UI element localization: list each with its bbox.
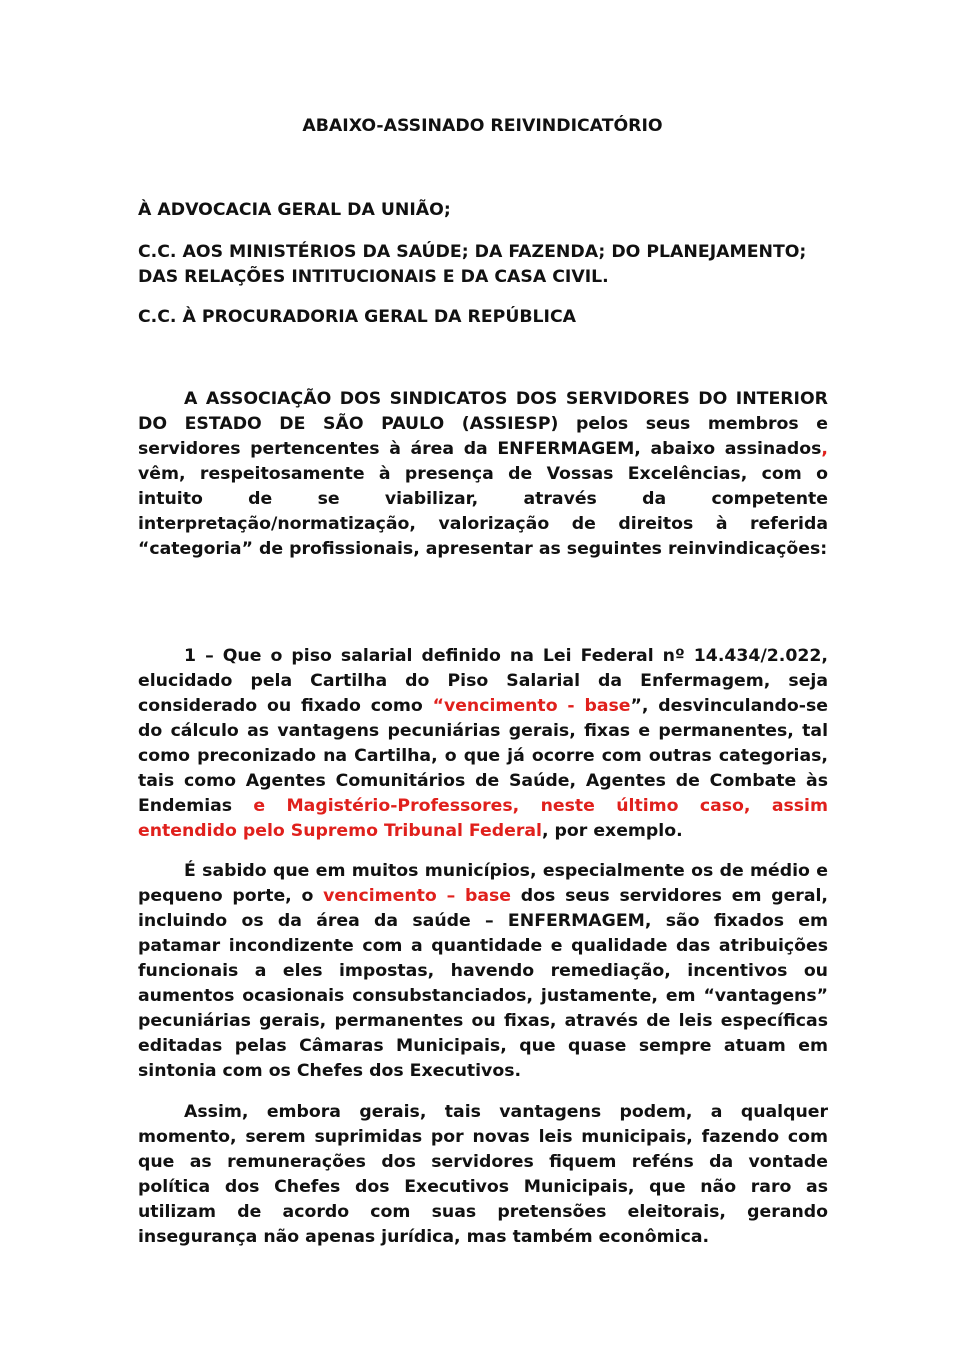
item-1-text-2: ”, desvinculando-se do cálculo as vantagens pecuniárias gerais, fixas e permanentes, tal como preconizado na Cartilha, o que já ocorre com outras categorias, tais como Agentes Comunitários de Saúde, Agentes de Combate às Endemias	[138, 696, 828, 816]
intro-text-1: A ASSOCIAÇÃO DOS SINDICATOS DOS SERVIDORES DO INTERIOR DO ESTADO DE SÃO PAULO (ASSIESP) pelos seus membros e servidores pertencentes à área da ENFERMAGEM, abaixo assinados	[138, 389, 828, 459]
paragraph-municipios-highlight: vencimento – base	[323, 886, 512, 906]
paragraph-municipios-text-2: dos seus servidores em geral, incluindo os da área da saúde – ENFERMAGEM, são fixados em patamar incondizente com a quantidade e qualidade das atribuições funcionais a eles impostas, havendo remediação, incentivos ou aumentos ocasionais consubstanciados, justamente, em “vantagens” pecuniárias gerais, permanentes ou fixas, através de leis específicas editadas pelas Câmaras Municipais, que quase sempre atuam em sintonia com os Chefes dos Executivos.	[138, 886, 828, 1081]
addressee-ministries: C.C. AOS MINISTÉRIOS DA SAÚDE; DA FAZENDA; DO PLANEJAMENTO; DAS RELAÇÕES INTITUCIONAIS E DA CASA CIVIL.	[138, 242, 807, 287]
item-1-highlight-magisterio: e Magistério-Professores, neste último caso, assim entendido pelo Supremo Tribunal Federal	[138, 796, 828, 841]
item-1-highlight-vencimento: “vencimento - base	[432, 696, 631, 716]
addressee-agu: À ADVOCACIA GERAL DA UNIÃO;	[138, 200, 451, 220]
intro-highlight-comma: ,	[821, 439, 828, 459]
paragraph-municipios-text-1: É sabido que em muitos municípios, especialmente os de médio e pequeno porte, o	[138, 861, 828, 906]
document-title: ABAIXO-ASSINADO REIVINDICATÓRIO	[302, 116, 663, 136]
addressee-pgr: C.C. À PROCURADORIA GERAL DA REPÚBLICA	[138, 307, 577, 327]
item-1-text-3: , por exemplo.	[541, 821, 683, 841]
item-1-paragraph	[138, 644, 828, 844]
intro-text-2: vêm, respeitosamente à presença de Vossas Excelências, com o intuito de se viabilizar, através da competente interpretação/normatização, valorização de direitos à referida “categoria” de profissionais, apresentar as seguintes reinvindicações:	[138, 464, 828, 559]
intro-paragraph	[138, 387, 828, 562]
paragraph-assim: Assim, embora gerais, tais vantagens podem, a qualquer momento, serem suprimidas por novas leis municipais, fazendo com que as remunerações dos servidores fiquem reféns da vontade política dos Chefes dos Executivos Municipais, que não raro as utilizam de acordo com suas pretensões eleitorais, gerando insegurança não apenas jurídica, mas também econômica.	[138, 1102, 828, 1247]
paragraph-municipios	[138, 859, 828, 1084]
item-1-text-1: 1 – Que o piso salarial definido na Lei Federal nº 14.434/2.022, elucidado pela Cartilha do Piso Salarial da Enfermagem, seja considerado ou fixado como	[138, 646, 828, 716]
